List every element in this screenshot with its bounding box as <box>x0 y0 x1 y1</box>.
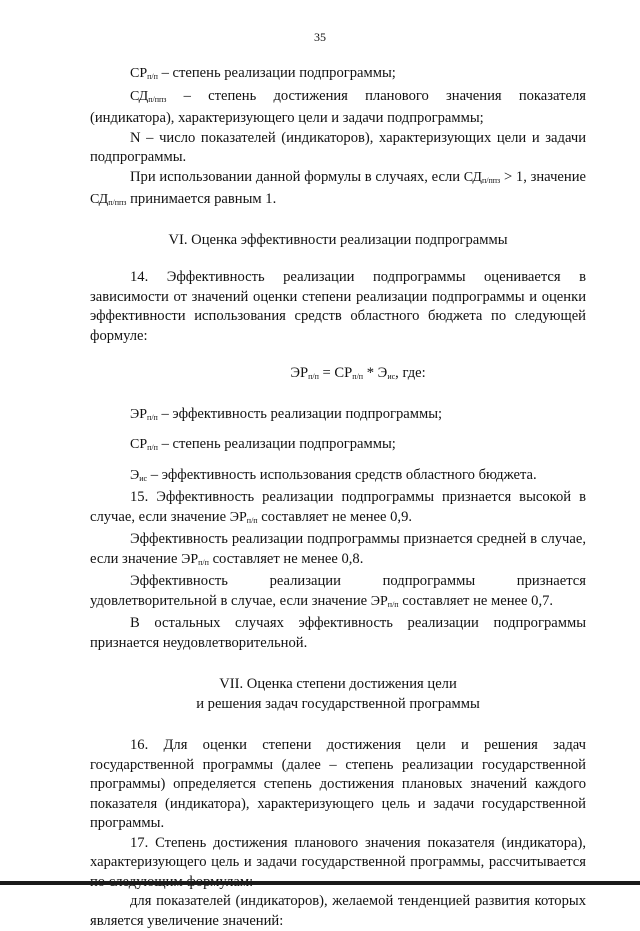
text: принимается равным 1. <box>126 191 277 207</box>
paragraph-17: 17. Степень достижения планового значения показателя (индикатора), характеризующего цель и задачи государственной программы, рассчитывается <box>90 834 586 870</box>
text: При использовании данной формулы в случаях, если <box>130 168 464 185</box>
paragraph-15-medium <box>90 530 586 572</box>
definition-text: – эффективность использования средств областного бюджета. <box>147 466 537 483</box>
paragraph-17-increase: для показателей (индикаторов), желаемой тенденцией развития которых является увеличение значений: <box>90 893 586 929</box>
paragraph-15-unsatisfactory: В остальных случаях эффективность реализации подпрограммы признается неудовлетворительной. <box>90 615 586 651</box>
subscript: п/п <box>352 372 364 381</box>
text: 15. Эффективность реализации подпрограммы признается высокой в случае, если значение <box>90 489 586 525</box>
paragraph-15-satisfactory <box>90 572 586 614</box>
bottom-edge-line <box>0 881 640 885</box>
definition-n: N – число показателей (индикаторов), характеризующих цели и задачи подпрограммы. <box>90 129 586 165</box>
efficiency-formula <box>90 364 586 387</box>
symbol: Э <box>130 467 140 483</box>
section-heading-7-line1: VII. Оценка степени достижения цели <box>219 676 457 692</box>
text: , значение <box>523 168 586 185</box>
definition-text: – степень реализации подпрограммы; <box>157 65 396 81</box>
symbol: ЭР <box>290 365 309 381</box>
definition-text: – степень достижения планового значения показателя (индикатора), характеризующего цели и задачи подпрограммы; <box>90 87 586 126</box>
symbol: = СР <box>318 365 353 381</box>
symbol: ЭР <box>370 593 388 609</box>
subscript: п/ппз <box>108 198 127 207</box>
subscript: п/п <box>198 557 209 567</box>
subscript: п/п <box>147 412 158 422</box>
text: , где: <box>395 365 426 381</box>
subscript: п/п <box>308 372 319 381</box>
subscript: п/п <box>147 72 158 81</box>
text: Эффективность реализации подпрограммы признается удовлетворительной в случае, если значение <box>90 573 586 609</box>
symbol: ЭР <box>181 551 199 567</box>
definition-e-is <box>90 466 586 489</box>
subscript: п/п <box>147 443 158 452</box>
text: составляет не менее 0,9. <box>257 508 413 525</box>
subscript: п/п <box>387 599 399 609</box>
symbol: * Э <box>363 365 388 381</box>
subscript: ис <box>387 372 396 381</box>
subscript: п/ппз <box>148 94 167 104</box>
symbol: СД <box>463 169 482 185</box>
text: составляет не менее 0,7. <box>398 592 554 609</box>
subscript: ис <box>139 473 148 483</box>
symbol: ЭР <box>229 509 247 525</box>
symbol: СР <box>130 437 148 452</box>
section-heading-7-line2: и решения задач государственной программы <box>196 695 480 712</box>
definition-sd-ppz <box>90 87 586 129</box>
subscript: п/ппз <box>481 175 501 185</box>
text: > 1 <box>500 168 524 185</box>
section-heading-6: VI. Оценка эффективности реализации подпрограммы <box>168 231 508 248</box>
page-number: 35 <box>314 30 326 44</box>
symbol: ЭР <box>130 406 148 422</box>
page-content <box>90 64 586 931</box>
text: составляет не менее 0,8. <box>208 550 364 567</box>
subscript: п/п <box>246 515 258 525</box>
symbol: СД <box>90 192 109 207</box>
definition-text: – эффективность реализации подпрограммы; <box>157 405 443 422</box>
definition-er-pp <box>90 405 586 428</box>
symbol: СД <box>130 88 149 104</box>
definition-sr-pp <box>90 64 586 87</box>
text: Эффективность реализации подпрограммы признается средней в случае, если значение <box>90 531 586 567</box>
definition-text: – степень реализации подпрограммы; <box>157 436 396 452</box>
paragraph-14: 14. Эффективность реализации подпрограммы оценивается в зависимости от значений оценки степени реализации подпрограммы и оценки эффективности использования средств областного бюджета по следующей формуле: <box>90 269 586 344</box>
symbol: СР <box>130 66 148 81</box>
formula-usage-note <box>90 168 586 213</box>
definition-sr-pp-2 <box>90 435 586 458</box>
paragraph-15 <box>90 488 586 530</box>
paragraph-16: 16. Для оценки степени достижения цели и решения задач государственной программы (далее – степень реализации государственной программы) определяется степень достижения плановых значений каждого показателя (индикатора), характеризующего цель и задачи государственной программы. <box>90 737 586 831</box>
